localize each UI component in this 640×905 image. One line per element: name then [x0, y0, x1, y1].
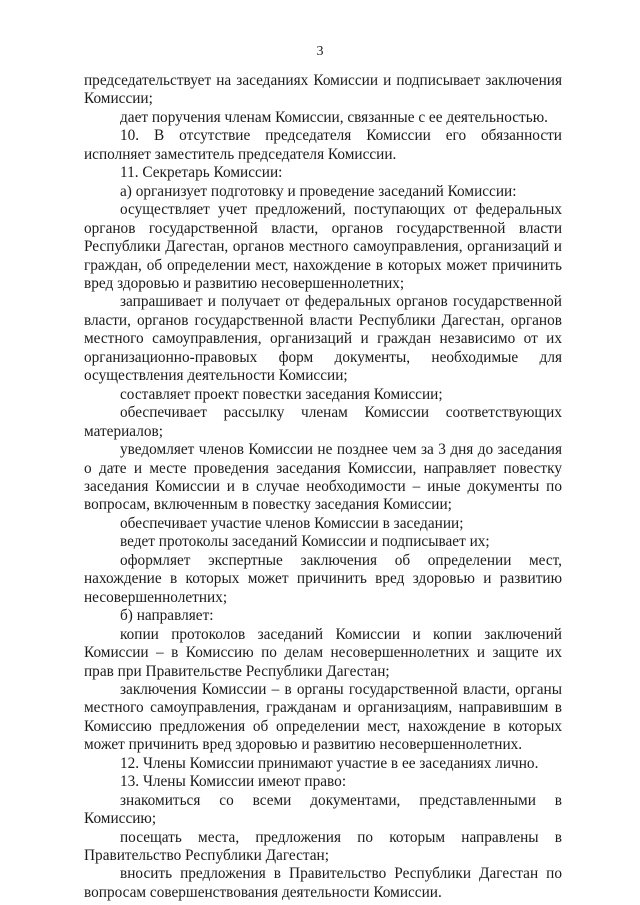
paragraph: 11. Секретарь Комиссии: [120, 164, 283, 182]
paragraph: обеспечивает рассылку членам Комиссии соответствующих материалов; [84, 404, 562, 440]
paragraph: председательствует на заседаниях Комиссии и подписывает заключения Комиссии; [84, 72, 562, 108]
paragraph: обеспечивает участие членов Комиссии в заседании; [120, 514, 464, 532]
paragraph: вносить предложения в Правительство Республики Дагестан по вопросам совершенствования деятельности Комиссии. [84, 865, 562, 901]
page-number: 3 [316, 44, 324, 59]
paragraph: б) направляет: [120, 607, 214, 625]
paragraph: заключения Комиссии – в органы государственной власти, органы местного самоуправления, гражданам и организациям, направившим в Комиссию предложения об определении мест, нахождение в которых может причинить вред здоровью и развитию несовершеннолетних. [84, 680, 562, 754]
paragraph: осуществляет учет предложений, поступающих от федеральных органов государственной власти, органов государственной власти Республики Дагестан, органов местного самоуправления, организаций и граждан, об определении мест, нахождение в которых может причинить вред здоровью и развитию несовершеннолетних; [84, 201, 562, 292]
paragraph: 12. Члены Комиссии принимают участие в ее заседаниях лично. [120, 754, 539, 772]
paragraph: посещать места, предложения по которым направлены в Правительство Республики Дагестан; [84, 828, 562, 865]
paragraph: ведет протоколы заседаний Комиссии и подписывает их; [120, 533, 490, 551]
paragraph: дает поручения членам Комиссии, связанные с ее деятельностью. [120, 108, 548, 126]
paragraph: копии протоколов заседаний Комиссии и копии заключений Комиссии – в Комиссию по делам несовершеннолетних и защите их прав при Правительстве Республики Дагестан; [84, 625, 562, 680]
paragraph: оформляет экспертные заключения об определении мест, нахождение в которых может причинить вред здоровью и развитию несовершеннолетних; [84, 551, 562, 606]
paragraph: составляет проект повестки заседания Комиссии; [120, 385, 443, 403]
paragraph: знакомиться со всеми документами, представленными в Комиссию; [84, 791, 562, 828]
paragraph: 10. В отсутствие председателя Комиссии его обязанности исполняет заместитель председателя Комиссии. [84, 127, 562, 163]
paragraph: уведомляет членов Комиссии не позднее чем за 3 дня до заседания о дате и месте проведения заседания Комиссии, направляет повестку заседания Комиссии и в случае необходимости – иные документы по вопросам, включенным в повестку заседания Комиссии; [84, 441, 562, 514]
paragraph: 13. Члены Комиссии имеют право: [120, 773, 347, 791]
document-body [84, 72, 562, 902]
paragraph: а) организует подготовку и проведение заседаний Комиссии: [120, 182, 517, 200]
paragraph: запрашивает и получает от федеральных органов государственной власти, органов государственной власти Республики Дагестан, органов местного самоуправления, организаций и граждан независимо от их организационно-правовых форм документы, необходимые для осуществления деятельности Комиссии; [84, 293, 562, 385]
